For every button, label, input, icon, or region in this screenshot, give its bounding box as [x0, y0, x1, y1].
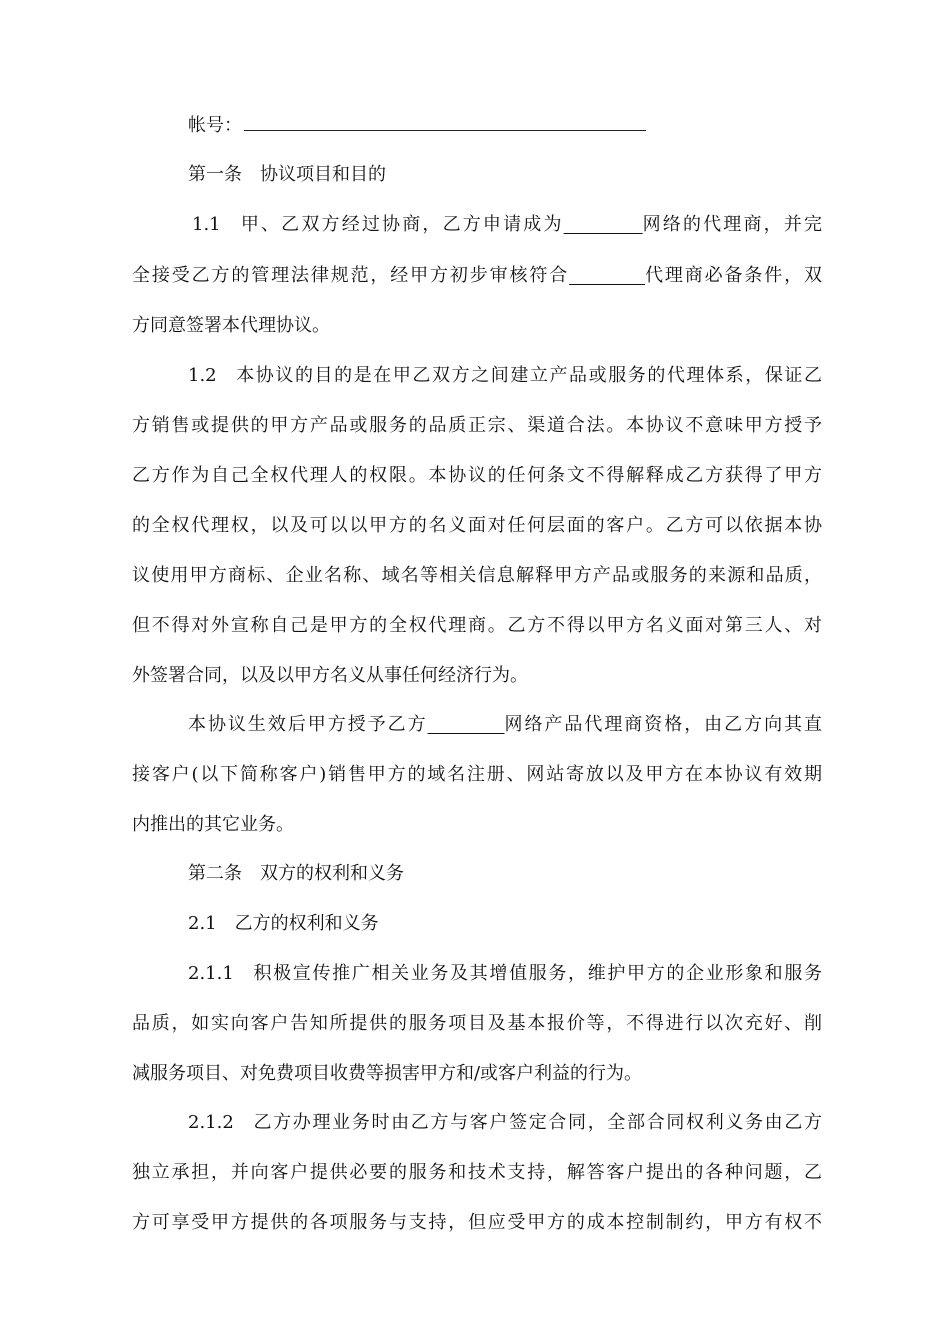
p1-1-line3: 方同意签署本代理协议。: [132, 315, 330, 336]
account-line: [188, 114, 822, 138]
s2-1-num: 2.1: [188, 913, 217, 934]
p1-3-line3: 内推出的其它业务。: [132, 814, 294, 835]
s2-1-2-line1: 2.1.2 乙方办理业务时由乙方与客户签定合同，全部合同权利义务由乙方: [188, 1112, 822, 1133]
s2-1-2-num: 2.1.2: [188, 1112, 234, 1133]
article1-heading: [188, 163, 822, 187]
s2-1-2-line3: 方可享受甲方提供的各项服务与支持，但应受甲方的成本控制制约，甲方有权不: [132, 1212, 822, 1233]
p1-1-line2: 全接受乙方的管理法律规范，经甲方初步审核符合 代理商必备条件，双: [132, 265, 823, 286]
article1-heading-title: 协议项目和目的: [260, 164, 386, 185]
s2-1-title: 乙方的权利和义务: [234, 913, 379, 934]
s2-1-2-line2: 独立承担，并向客户提供必要的服务和技术支持，解答客户提出的各种问题，乙: [132, 1162, 822, 1183]
blank-network-product: [428, 714, 505, 735]
p1-2-line2: 方销售或提供的甲方产品或服务的品质正宗、渠道合法。本协议不意味甲方授予: [132, 415, 822, 436]
p1-3-line1: 本协议生效后甲方授予乙方 网络产品代理商资格，由乙方向其直: [188, 714, 823, 735]
p1-3-line2: 接客户(以下简称客户)销售甲方的域名注册、网站寄放以及甲方在本协议有效期: [132, 764, 822, 785]
article1-heading-num: 第一条: [188, 164, 242, 185]
p1-2-line7: 外签署合同，以及以甲方名义从事任何经济行为。: [132, 665, 528, 686]
p1-2-line6: 但不得对外宣称自己是甲方的全权代理商。乙方不得以甲方名义面对第三人、对: [132, 615, 822, 636]
p1-1-line1: 1.1 甲、乙双方经过协商，乙方申请成为 网络的代理商，并完: [192, 214, 823, 235]
blank-network-name: [564, 214, 643, 235]
s2-1-1-line2: 品质，如实向客户告知所提供的服务项目及基本报价等，不得进行以次充好、削: [132, 1013, 822, 1034]
account-blank: [244, 114, 646, 131]
p1-1-num: 1.1: [192, 214, 221, 235]
p1-2-line5: 议使用甲方商标、企业名称、域名等相关信息解释甲方产品或服务的来源和品质，: [132, 565, 822, 586]
account-label: 帐号：: [188, 115, 242, 136]
article2-heading-title: 双方的权利和义务: [260, 863, 404, 884]
article2-heading-num: 第二条: [188, 863, 242, 884]
p1-2-line3: 乙方作为自己全权代理人的权限。本协议的任何条文不得解释成乙方获得了甲方: [132, 465, 822, 486]
article2-heading: [188, 862, 822, 886]
p1-2-line1: 1.2 本协议的目的是在甲乙双方之间建立产品或服务的代理体系，保证乙: [188, 365, 822, 386]
s2-1-1-line3: 减服务项目、对免费项目收费等损害甲方和/或客户利益的行为。: [132, 1063, 643, 1084]
blank-agent-type: [569, 265, 645, 286]
p1-2-num: 1.2: [188, 365, 217, 386]
s2-1-1-line1: 2.1.1 积极宣传推广相关业务及其增值服务，维护甲方的企业形象和服务: [188, 963, 822, 984]
p1-2-line4: 的全权代理权，以及可以以甲方的名义面对任何层面的客户。乙方可以依据本协: [132, 515, 822, 536]
s2-1-1-num: 2.1.1: [188, 963, 234, 984]
s2-1-heading: [188, 912, 822, 936]
